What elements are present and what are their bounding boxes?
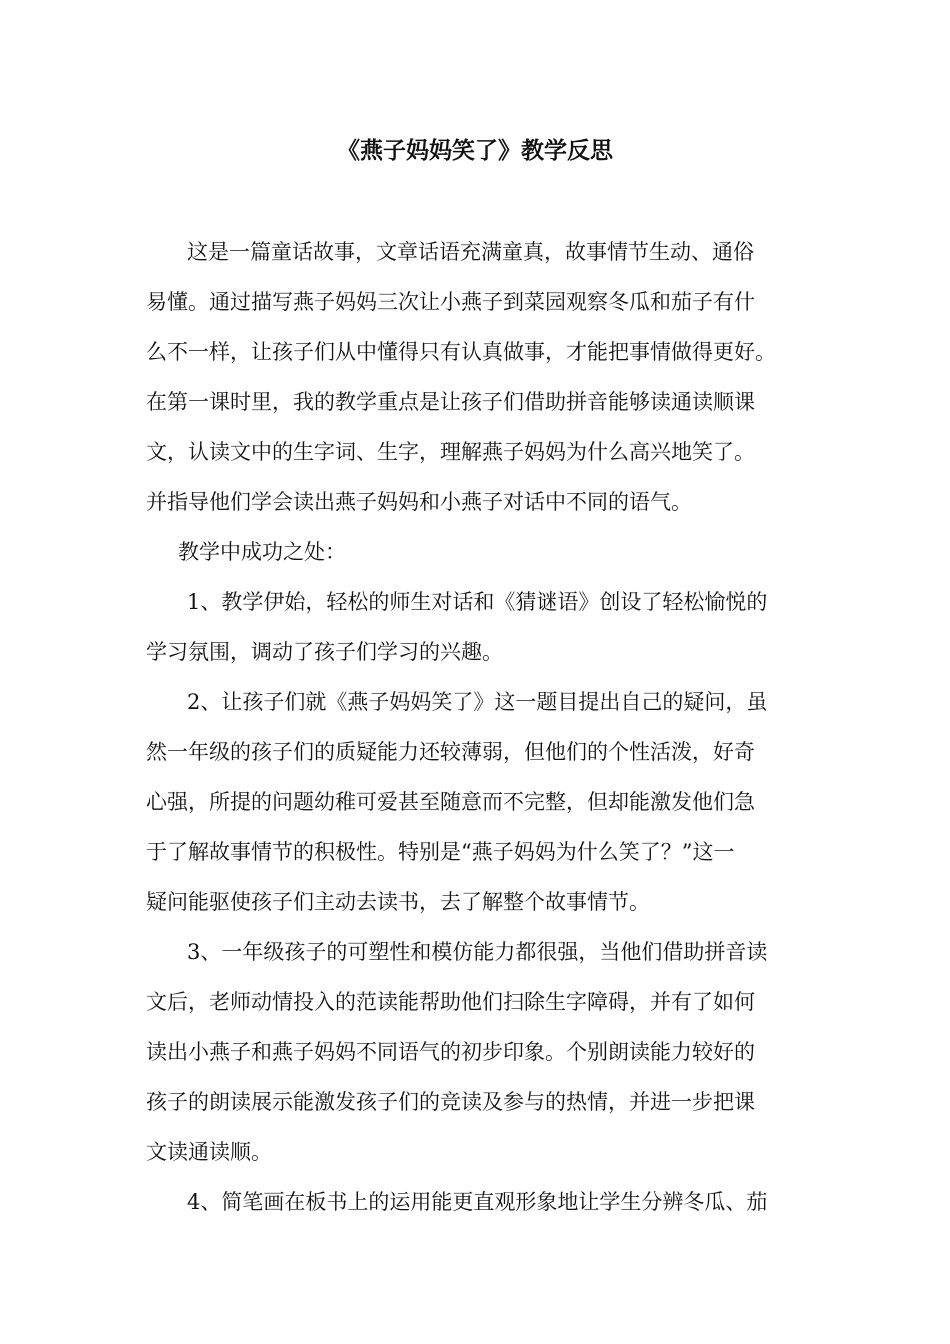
document-title: 《燕子妈妈笑了》教学反思: [337, 138, 613, 164]
paragraph-line: 文，认读文中的生字词、生字，理解燕子妈妈为什么高兴地笑了。: [146, 440, 755, 464]
list-item-line: 1、教学伊始，轻松的师生对话和《猜谜语》创设了轻松愉悦的: [187, 590, 768, 614]
list-item-line: 2、让孩子们就《燕子妈妈笑了》这一题目提出自己的疑问，虽: [187, 690, 768, 714]
list-item-line: 读出小燕子和燕子妈妈不同语气的初步印象。个别朗读能力较好的: [146, 1040, 755, 1064]
list-item-line: 3、一年级孩子的可塑性和模仿能力都很强，当他们借助拼音读: [187, 940, 768, 964]
list-item-line: 文读通读顺。: [146, 1140, 272, 1164]
section-heading: 教学中成功之处：: [178, 540, 346, 564]
list-item-line: 孩子的朗读展示能激发孩子们的竞读及参与的热情，并进一步把课: [146, 1090, 755, 1114]
paragraph-line: 易懂。通过描写燕子妈妈三次让小燕子到菜园观察冬瓜和茄子有什: [146, 290, 755, 314]
list-item-line: 于了解故事情节的积极性。特别是“燕子妈妈为什么笑了？”这一: [146, 840, 735, 864]
paragraph-line: 并指导他们学会读出燕子妈妈和小燕子对话中不同的语气。: [146, 490, 692, 514]
list-item-line: 心强，所提的问题幼稚可爱甚至随意而不完整，但却能激发他们急: [146, 790, 755, 814]
paragraph-line: 在第一课时里，我的教学重点是让孩子们借助拼音能够读通读顺课: [146, 390, 755, 414]
paragraph-line: 这是一篇童话故事，文章话语充满童真，故事情节生动、通俗: [187, 240, 754, 264]
list-item-line: 4、简笔画在板书上的运用能更直观形象地让学生分辨冬瓜、茄: [187, 1190, 768, 1214]
list-item-line: 然一年级的孩子们的质疑能力还较薄弱，但他们的个性活泼，好奇: [146, 740, 755, 764]
list-item-line: 学习氛围，调动了孩子们学习的兴趣。: [146, 640, 503, 664]
list-item-line: 疑问能驱使孩子们主动去读书，去了解整个故事情节。: [146, 890, 650, 914]
list-item-line: 文后，老师动情投入的范读能帮助他们扫除生字障碍，并有了如何: [146, 990, 755, 1014]
paragraph-line: 么不一样，让孩子们从中懂得只有认真做事，才能把事情做得更好。: [146, 340, 776, 364]
